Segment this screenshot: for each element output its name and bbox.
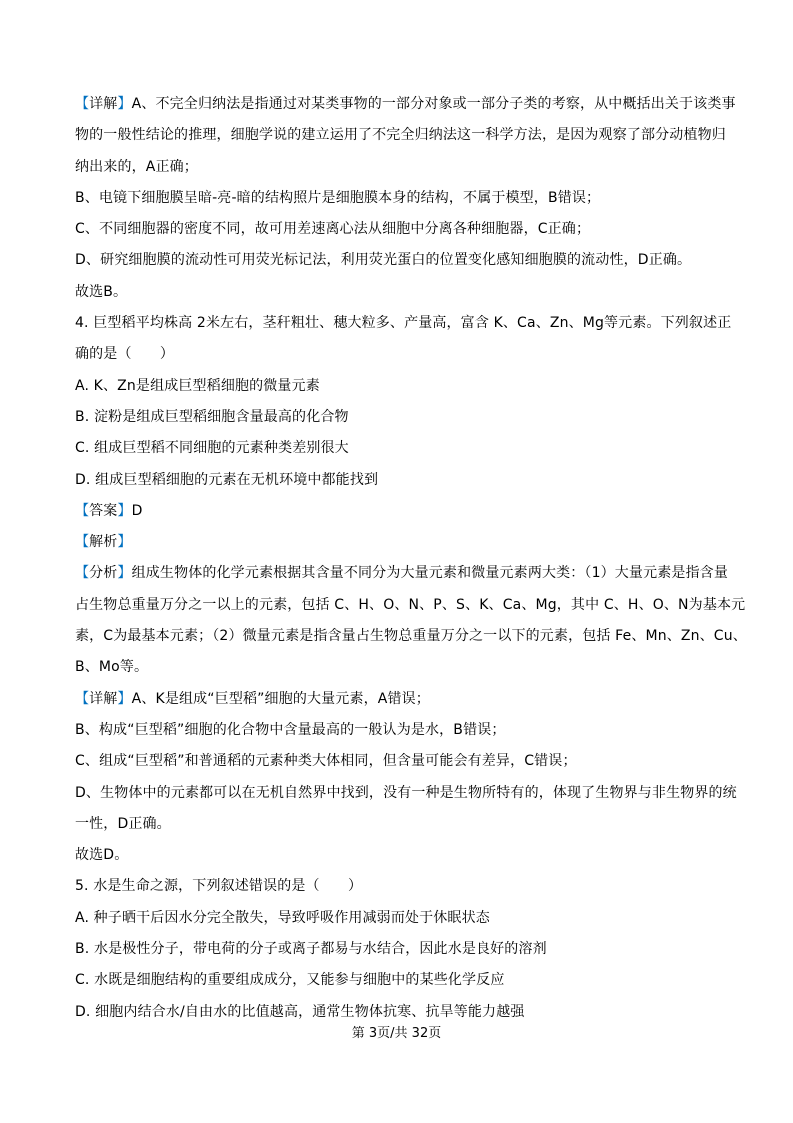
- detail-paragraph-line: 纳出来的，A正确；: [75, 158, 198, 175]
- page-content: [75, 89, 747, 1028]
- tag-bracket-open: 【: [75, 565, 90, 582]
- tag-bracket-close: 】: [117, 565, 132, 582]
- line-text: A、K是组成“巨型稻”细胞的大量元素，A错误；: [131, 690, 430, 707]
- question-4-stem: 确的是（ ）: [75, 346, 175, 363]
- question-5-stem: 5. 水是生命之源，下列叙述错误的是（ ）: [75, 878, 363, 895]
- tag-label: 详解: [89, 96, 118, 112]
- answer-value: D: [131, 502, 143, 519]
- question-4-option-d: D. 组成巨型稻细胞的元素在无机环境中都能找到: [75, 471, 379, 488]
- detail-paragraph-line: C、组成“巨型稻”和普通稻的元素种类大体相同，但含量可能会有差异，C错误；: [75, 753, 577, 770]
- tag-bracket-open: 【: [75, 534, 90, 551]
- question-5-option-d: D. 细胞内结合水/自由水的比值越高，通常生物体抗寒、抗旱等能力越强: [75, 1003, 525, 1020]
- analysis-paragraph-line: 素，C为最基本元素；（2）微量元素是指含量占生物总重量万分之一以下的元素，包括 Fe、Mn、Zn、Cu、: [75, 628, 747, 645]
- detail-paragraph-line: [75, 684, 725, 715]
- analysis-paragraph-line: [75, 558, 728, 589]
- detail-paragraph-line: B、构成“巨型稻”细胞的化合物中含量最高的一般认为是水，B错误；: [75, 721, 506, 738]
- question-5-option-a: A. 种子晒干后因水分完全散失，导致呼吸作用减弱而处于休眠状态: [75, 909, 490, 926]
- tag-bracket-close: 】: [117, 502, 132, 519]
- detail-paragraph-line: D、研究细胞膜的流动性可用荧光标记法，利用荧光蛋白的位置变化感知细胞膜的流动性，D正确。: [75, 252, 692, 269]
- detail-paragraph-line: D、生物体中的元素都可以在无机自然界中找到，没有一种是生物所特有的，体现了生物界与非生物界的统: [75, 784, 737, 801]
- question-5-option-b: B. 水是极性分子，带电荷的分子或离子都易与水结合，因此水是良好的溶剂: [75, 941, 547, 958]
- tag-bracket-close: 】: [117, 96, 132, 112]
- question-4-option-c: C. 组成巨型稻不同细胞的元素种类差别很大: [75, 440, 349, 457]
- tag-label: 答案: [89, 502, 118, 519]
- tag-bracket-open: 【: [75, 690, 90, 707]
- answer-line: [75, 496, 725, 527]
- tag-bracket-open: 【: [75, 502, 90, 519]
- tag-label: 分析: [89, 565, 118, 582]
- line-text: A、不完全归纳法是指通过对某类事物的一部分对象或一部分子类的考察，从中概括出关于该类事: [131, 96, 736, 112]
- detail-paragraph-line: B、电镜下细胞膜呈暗-亮-暗的结构照片是细胞膜本身的结构，不属于模型，B错误；: [75, 189, 601, 206]
- tag-bracket-close: 】: [117, 534, 132, 551]
- analysis-heading: [75, 527, 725, 558]
- choice-conclusion: 故选B。: [75, 283, 128, 300]
- detail-paragraph-line: C、不同细胞器的密度不同，故可用差速离心法从细胞中分离各种细胞器，C正确；: [75, 221, 591, 238]
- tag-label: 解析: [89, 534, 118, 551]
- analysis-paragraph-line: B、Mo等。: [75, 659, 149, 676]
- tag-bracket-close: 】: [117, 690, 132, 707]
- page-footer: 第 3页/共 32页: [351, 1026, 442, 1041]
- question-4-option-a: A. K、Zn是组成巨型稻细胞的微量元素: [75, 377, 320, 394]
- question-4-option-b: B. 淀粉是组成巨型稻细胞含量最高的化合物: [75, 408, 349, 425]
- tag-label: 详解: [89, 690, 118, 707]
- question-5-option-c: C. 水既是细胞结构的重要组成成分，又能参与细胞中的某些化学反应: [75, 972, 505, 989]
- line-text: 组成生物体的化学元素根据其含量不同分为大量元素和微量元素两大类：（1）大量元素是指含量: [131, 565, 728, 582]
- detail-paragraph-line: [75, 89, 736, 120]
- detail-paragraph-line: 物的一般性结论的推理，细胞学说的建立运用了不完全归纳法这一科学方法，是因为观察了部分动植物归: [75, 127, 726, 144]
- tag-bracket-open: 【: [75, 96, 90, 112]
- detail-paragraph-line: 一性，D正确。: [75, 815, 171, 832]
- analysis-paragraph-line: 占生物总重量万分之一以上的元素，包括 C、H、O、N、P、S、K、Ca、Mg，其中 C、H、O、N为基本元: [75, 596, 746, 613]
- choice-conclusion: 故选D。: [75, 847, 129, 864]
- question-4-stem: 4. 巨型稻平均株高 2米左右，茎秆粗壮、穗大粒多、产量高，富含 K、Ca、Zn、Mg等元素。下列叙述正: [75, 315, 732, 332]
